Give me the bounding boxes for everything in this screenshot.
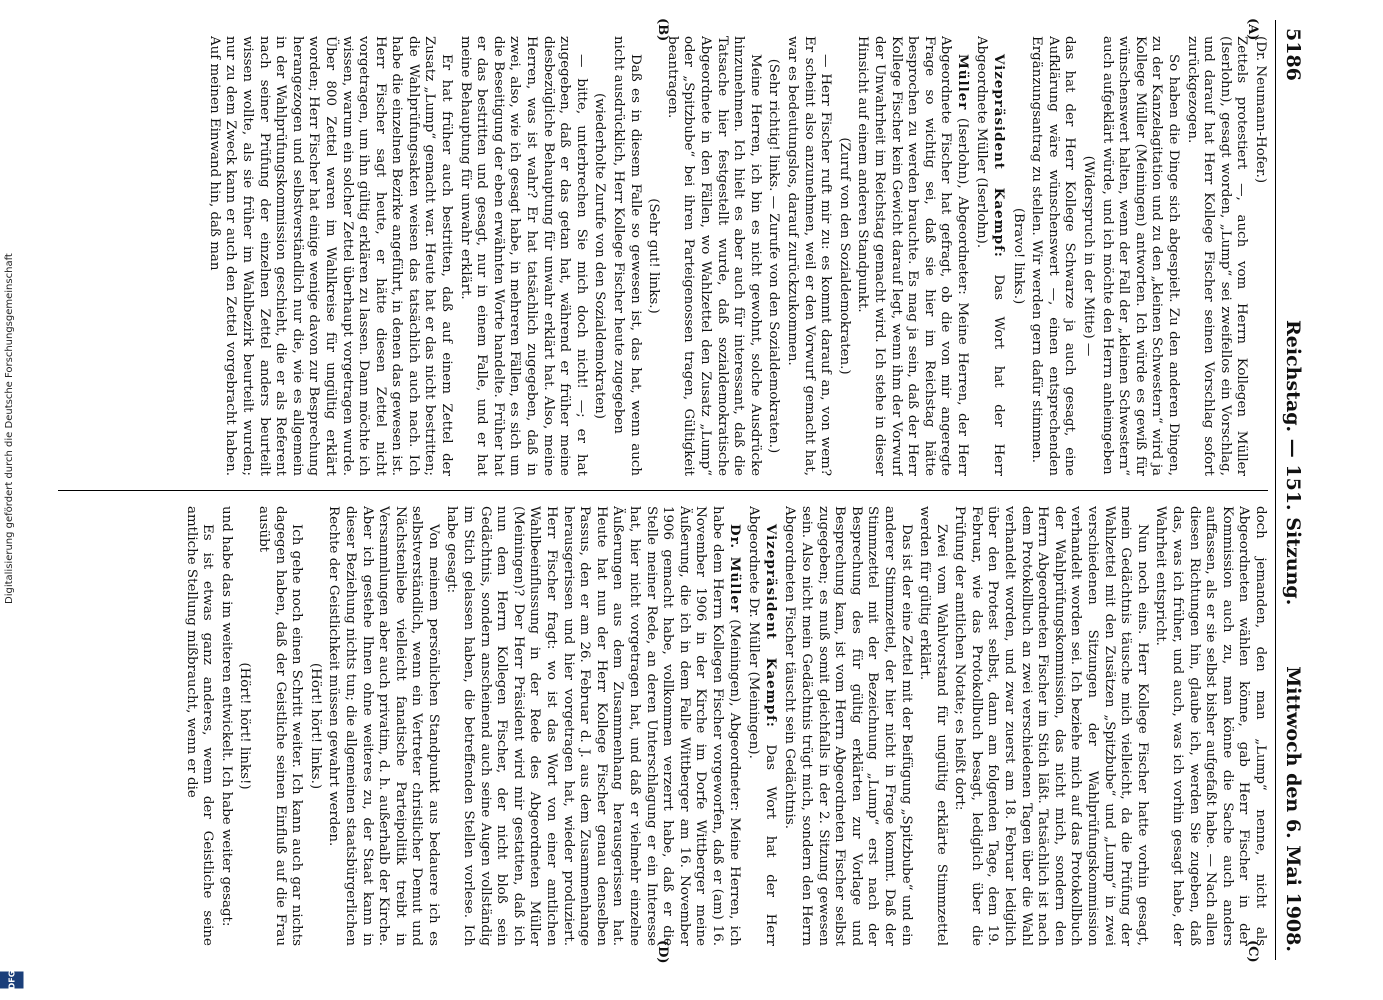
- speech-text: (Meiningen), Abgeordneter: Meine Herren, ich habe dem Herrn Kollegen Fischer vorgeworfen, daß er (am) 16. November 1906 in der Kirche im Dorfe Wittberger meine Äußerung, die ich in dem Falle Wittberger am 16. November 1906 gemacht habe, vollkommen verzerrt habe, daß er die Stelle meiner Rede, an deren Unterschlagung er ein Interesse hat, hier nicht vorgetragen hat, und daß er vielmehr einzelne Äußerungen aus dem Zusammenhang herausgerissen hat. Heute hat nun der Herr Kollege Fischer genau denselben Passus, den er am 26. Februar d. J. aus dem Zusammenhange herausgerissen und hier vorgetragen hat, wieder produziert. Herr Fischer fragt: wo ist das Wort von einer amtlichen Wahlbeeinflussung in der Rede des Abgeordneten Müller (Meiningen)? Der Herr Präsident wird mir gestatten, daß ich nun dem Herrn Kollegen Fischer, der nicht bloß sein Gedächtnis, sondern anscheinend auch seine Augen vollständig im Stich gelassen haben, die betreffenden Stellen vorlese. Ich habe gesagt:: [444, 506, 742, 946]
- speaker-paragraph: [973, 36, 1007, 476]
- paragraph: Meine Herren, ich bin es nicht gewohnt, solche Ausdrücke hinzunehmen. Ich hielt es aber auch für interessant, daß die Tatsache hier festgestellt wurde, daß sozialdemokratische Abgeordnete in den Fällen, wo Wahlzettel den Zusatz „Lump“ oder „Spitzbube“ bei ihren Parteigenossen tragen, Gültigkeit beantragen.: [664, 36, 763, 476]
- page-number: 5186: [1282, 28, 1304, 81]
- paragraph: So haben die Dinge sich abgespielt. Zu den anderen Dingen, zu der Kanzelagitation und zu den „kleinen Schwestern“ wird ja Kollege Müller (Meiningen) antworten. Ich würde es gewiß für wünschenswert halten, wenn der Fall der „kleinen Schwestern“ auch aufgeklärt würde, und ich möchte den Herrn anheimgeben: [1099, 36, 1182, 476]
- session-date: Mittwoch den 6. Mai 1908.: [1282, 666, 1304, 952]
- speaker-paragraph: [745, 506, 779, 946]
- speaker-name: Vizepräsident Kaempf:: [762, 524, 779, 728]
- speaker-paragraph: [443, 506, 743, 946]
- paragraph: doch jemanden, den man „Lump“ nenne, nicht als Abgeordneten wählen könne, gab Herr Fischer in der Kommission auch zu, man könne die Sache auch anders auffassen, als er sie selbst bisher aufgefaßt habe. — Nach allen diesen Richtungen hin, glaube ich, werden Sie zugeben, daß das, was ich früher, und auch, was ich vorhin gesagt habe, der Wahrheit entspricht.: [1153, 506, 1268, 946]
- right-text-column: [58, 506, 1268, 946]
- paragraph: Zwei vom Wahlvorstand für ungültig erklärte Stimmzettel werden für gültig erklärt.: [917, 506, 949, 946]
- dfg-logo: DFG: [0, 972, 24, 989]
- speaker-paragraph: [854, 36, 971, 476]
- paragraph: Von meinem persönlichen Standpunkt aus bedauere ich es selbstverständlich, wenn ein Vertreter christlicher Demut und Nächstenliebe vielleicht fanatische Parteipolitik treibt in Versammlungen aber auch privatim, d. h. außerhalb der Kirche. Aber ich gestehe Ihnen ohne weiteres zu, der Staat kann in dieser Beziehung nichts tun; die allgemeinen staatsbürgerlichen Rechte der Geistlichkeit müssen gewahrt werden.: [326, 506, 441, 946]
- speaker-name: Dr. Müller: [726, 524, 743, 614]
- paragraph: (Dr. Neumann-Hofer.): [1253, 36, 1268, 184]
- page-header: [1275, 20, 1310, 960]
- paragraph: das hat der Herr Kollege Schwarze ja auch gesagt, eine Aufklärung wäre wünschenswert —, einen entsprechenden Ergänzungsantrag zu stellen. Wir werden gern dafür stimmen.: [1029, 36, 1078, 476]
- interjection: (Hört! hört! links.): [307, 662, 323, 790]
- speech-text: (Iserlohn), Abgeordneter: Meine Herren, der Herr Abgeordnete Fischer hat gefragt, ob die von mir angeregte Frage so wichtig sei, daß sie hier im Reichstag hätte besprochen zu werden brauchte. Es mag ja sein, daß der Herr Kollege Fischer kein Gewicht darauf legt, wenn ihm der Vorwurf der Unwahrheit im Reichstag gemacht wird. Ich stehe in dieser Hinsicht auf einem anderen Standpunkt.: [855, 36, 970, 476]
- speech-text: Das Wort hat der Herr Abgeordnete Müller (Iserlohn).: [974, 36, 1007, 476]
- digitization-credit: Digitalisierung gefördert durch die Deutsche Forschungsgemeinschaft: [4, 253, 15, 604]
- interjection: (wiederholte Zurufe von den Sozialdemokraten): [592, 92, 608, 420]
- interjection: (Sehr richtig! links. — Zurufe von den Sozialdemokraten.): [766, 58, 782, 454]
- column-divider: [58, 490, 1268, 491]
- paragraph: Es ist etwas ganz anderes, wenn der Geistliche seine amtliche Stellung mißbraucht, wenn er die: [183, 506, 216, 946]
- interjection: (Widerspruch in der Mitte) —: [1081, 155, 1097, 357]
- speaker-name: Vizepräsident Kaempf:: [991, 54, 1008, 258]
- margin-letter-b: (B): [655, 18, 670, 42]
- paragraph: und habe das im weiteren entwickelt. Ich habe weiter gesagt:: [218, 506, 234, 927]
- interjection: (Sehr gut! links.): [646, 198, 662, 314]
- left-text-column: [58, 36, 1268, 476]
- interjection: (Zuruf von den Sozialdemokraten.): [836, 137, 852, 375]
- paragraph: Nun noch eins. Herr Kollege Fischer hatte vorhin gesagt, mein Gedächtnis täusche mich vielleicht, da die Prüfung der Wahlzettel mit den Zusätzen „Spitzbube“ und „Lump“ in zwei verschiedenen Sitzungen der Wahlprüfungskommission verhandelt worden sei. Ich beziehe mich auf das Protokollbuch der Wahlprüfungskommission, das nicht mich, sondern den Herrn Abgeordneten Fischer im Stich läßt. Tatsächlich ist nach dem Protokollbuch an zwei verschiedenen Tagen über die Wahl verhandelt worden, und zwar zuerst am 18. Februar lediglich über den Protest selbst, dann am folgenden Tage, dem 19. Februar, wie das Protokollbuch besagt, lediglich über die Prüfung der amtlichen Notate; es heißt dort:: [952, 506, 1150, 946]
- paragraph: Daß es in diesem Falle so gewesen ist, das hat, wenn auch nicht ausdrücklich, Herr Kollege Fischer heute zugegeben: [611, 36, 643, 476]
- paragraph: Ich gehe noch einen Schritt weiter. Ich kann auch gar nichts dagegen haben, daß der Geistliche seinen Einfluß auf die Frau ausübt: [255, 506, 305, 946]
- speaker-name: Müller: [954, 54, 971, 111]
- speech-text: Das Wort hat der Herr Abgeordnete Dr. Müller (Meiningen).: [746, 506, 778, 946]
- margin-letter-d: (D): [655, 940, 670, 964]
- paragraph: Das ist der eine Zettel mit der Beifügung „Spitzbube“ und ein anderer Stimmzettel, der hier nicht in Frage kommt. Daß der Stimmzettel mit der Bezeichnung „Lump“ erst nach der Besprechung des für gültig erklärten zur Vorlage und Besprechung kam, ist vom Herrn Abgeordneten Fischer selbst zugegeben; es muß somit gleichfalls in der 2. Sitzung gewesen sein. Also nicht mein Gedächtnis trügt mich, sondern den Herrn Abgeordneten Fischer täuscht sein Gedächtnis.: [782, 506, 914, 946]
- paragraph: Er hat früher auch bestritten, daß auf einem Zettel der Zusatz „Lump“ gemacht war. Heute hat er das nicht bestritten; die Wahlprüfungsakten weisen das tatsächlich auch nach. Ich habe die einzelnen Bezirke angeführt, in denen das gewesen ist. Herr Fischer sagt heute, er hätte diesen Zettel nicht vorgetragen, um ihn gültig erklären zu lassen. Dann möchte ich wissen, warum ein solcher Zettel überhaupt vorgetragen wurde. Über 800 Zettel waren im Wahlkreise für ungültig erklärt worden; Herr Fischer hat einige wenige davon zur Besprechung herangezogen und selbstverständlich nur die, wie es allgemein in der Wahlprüfungskommission geschieht, die er als Referent nach seiner Prüfung der einzelnen Zettel anders beurteilt wissen wollte, als sie früher im Wahlbezirk beurteilt wurden; nur zu dem Zweck kann er auch den Zettel vorgebracht haben. Auf meinen Einwand hin, daß man: [206, 36, 455, 476]
- margin-letter-c: (C): [1245, 940, 1260, 963]
- interjection: (Hört! hört! links!): [237, 662, 253, 790]
- interjection: (Bravo! links.): [1010, 207, 1026, 305]
- scanned-page: [50, 18, 1310, 964]
- margin-letter-a: (A): [1245, 18, 1260, 41]
- paragraph: — bitte, unterbrechen Sie mich doch nicht! —; er hat zugegeben, daß er das getan hat, während er früher meine diesbezügliche Behauptung für unwahr erklärt hat. Also, meine Herren, was ist wahr? Er hat tatsächlich zugegeben, daß in zwei, also, wie ich gesagt habe, in mehreren Fällen, es sich um die Beseitigung der eben erwähnten Worte handelte. Früher hat er das bestritten und gesagt, nur in einem Falle, und er hat meine Behauptung für unwahr erklärt.: [457, 36, 589, 476]
- paragraph: Zettels protestiert —, auch vom Herrn Kollegen Müller (Iserlohn), gesagt worden, „Lump“ sei zweifellos ein Vorschlag, und darauf hat Herr Kollege Fischer seinen Vorschlag sofort zurückgezogen.: [1184, 36, 1250, 476]
- session-title: Reichstag. — 151. Sitzung.: [1282, 320, 1304, 606]
- paragraph: — Herr Fischer ruft mir zu: es kommt darauf an, von wem? Er scheint also anzunehmen, weil er den Vorwurf gemacht hat, war es bedeutungslos, darauf zurückzukommen.: [784, 36, 834, 476]
